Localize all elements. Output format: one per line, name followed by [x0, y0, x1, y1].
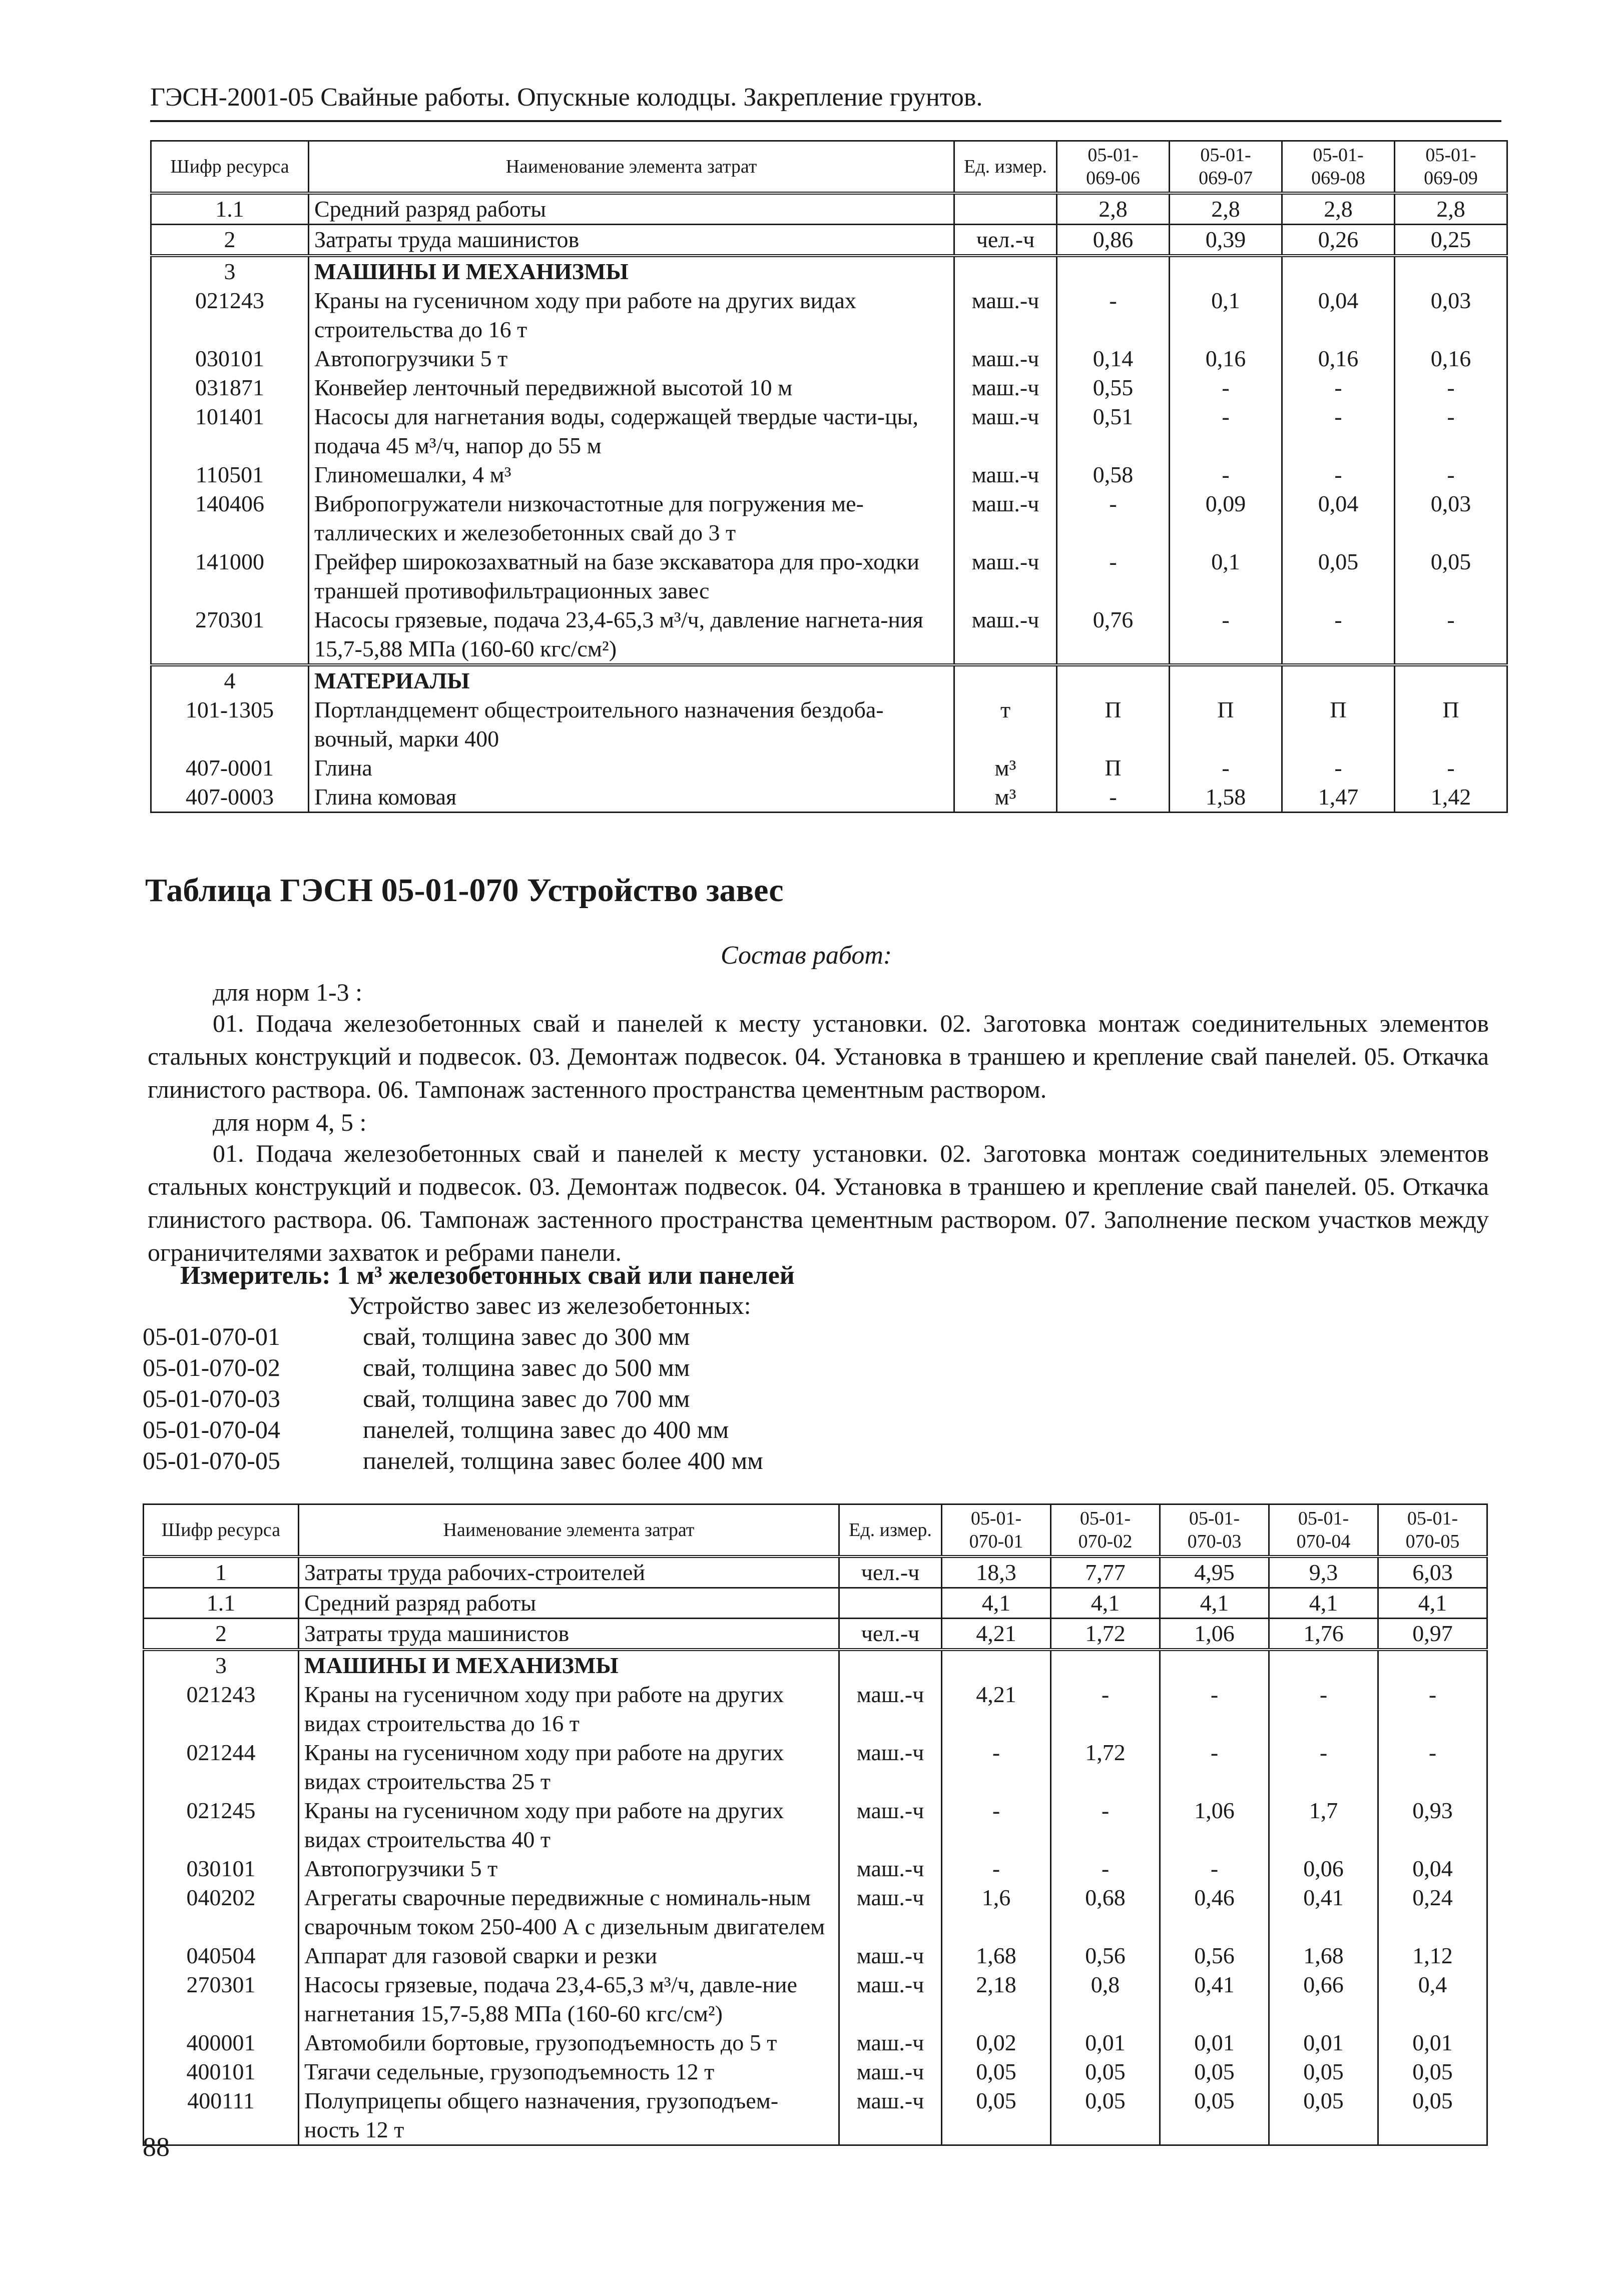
norm-value: -: [1269, 1680, 1378, 1738]
resource-unit: м³: [954, 783, 1057, 813]
resource-name: Краны на гусеничном ходу при работе на других видах строительства 25 т: [299, 1738, 839, 1796]
table-header-row: [144, 1504, 1487, 1557]
resource-unit: маш.-ч: [954, 344, 1057, 373]
resource-unit: маш.-ч: [954, 605, 1057, 665]
resource-code: 2: [144, 1619, 299, 1650]
norm-value: [1170, 256, 1282, 286]
column-header-norm: 05-01- 069-09: [1395, 141, 1507, 194]
norm-value: П: [1170, 695, 1282, 753]
resource-name: Краны на гусеничном ходу при работе на других видах строительства 40 т: [299, 1796, 839, 1854]
norm-value: -: [942, 1854, 1051, 1883]
norm-value: 0,05: [1160, 2057, 1269, 2086]
table-row: [151, 695, 1507, 753]
norm-value: 0,05: [1378, 2086, 1487, 2145]
norm-value: 0,55: [1057, 373, 1170, 402]
resource-unit: м³: [954, 753, 1057, 783]
resource-code: 030101: [151, 344, 309, 373]
norm-value: -: [1170, 402, 1282, 460]
norm-value: 1,72: [1051, 1738, 1160, 1796]
norm-value: 1,7: [1269, 1796, 1378, 1854]
norm-value: 0,05: [1160, 2086, 1269, 2145]
norm-value: 4,1: [1269, 1588, 1378, 1619]
resource-code: 040202: [144, 1883, 299, 1941]
table-row: [144, 1970, 1487, 2028]
resource-name: МАТЕРИАЛЫ: [309, 665, 954, 695]
resource-name: Средний разряд работы: [309, 193, 954, 225]
norm-value: -: [1170, 605, 1282, 665]
norm-value: 0,05: [1395, 547, 1507, 605]
column-header-norm: 05-01- 070-03: [1160, 1504, 1269, 1557]
resource-code: 1.1: [151, 193, 309, 225]
norm-value: 0,05: [1378, 2057, 1487, 2086]
resource-name: Полуприцепы общего назначения, грузоподъем-ность 12 т: [299, 2086, 839, 2145]
norm-value: 1,68: [1269, 1941, 1378, 1970]
norm-value: 2,8: [1057, 193, 1170, 225]
resource-name: Глиномешалки, 4 м³: [309, 460, 954, 489]
norm-value: 1,76: [1269, 1619, 1378, 1650]
norm-value: [942, 1650, 1051, 1680]
table-row: [151, 460, 1507, 489]
resource-code: 3: [151, 256, 309, 286]
norm-value: -: [1282, 373, 1395, 402]
resource-code: 021243: [144, 1680, 299, 1738]
norm-value: -: [1395, 402, 1507, 460]
norm-value: -: [1378, 1680, 1487, 1738]
norm-value: [1057, 665, 1170, 695]
norm-value: -: [1057, 489, 1170, 547]
resource-code: 140406: [151, 489, 309, 547]
table-row: [151, 193, 1507, 225]
norm-value: -: [1160, 1738, 1269, 1796]
resource-name: Затраты труда машинистов: [299, 1619, 839, 1650]
norms-text-1-3: 01. Подача железобетонных свай и панелей к месту установки. 02. Заготовка монтаж соединительных элементов стальных конструкций и подвесок. 03. Демонтаж подвесок. 04. Установка в траншею и крепление свай панелей. 05. Откачка глинистого раствора. 06. Тампонаж застенного пространства цементным раствором.: [148, 1009, 1489, 1103]
norm-value: -: [942, 1796, 1051, 1854]
table-row: [144, 1650, 1487, 1680]
resource-code: 021244: [144, 1738, 299, 1796]
norms-label-1-3: для норм 1-3 :: [213, 978, 363, 1006]
norm-value: -: [1282, 605, 1395, 665]
resource-unit: маш.-ч: [954, 489, 1057, 547]
norm-value: -: [1170, 460, 1282, 489]
resource-code: 101401: [151, 402, 309, 460]
norm-value: 0,14: [1057, 344, 1170, 373]
norm-value: П: [1395, 695, 1507, 753]
norm-value: 0,05: [1269, 2086, 1378, 2145]
norm-value: 0,03: [1395, 286, 1507, 344]
norm-value: 0,01: [1051, 2028, 1160, 2057]
resource-unit: [954, 665, 1057, 695]
norm-value: 4,21: [942, 1680, 1051, 1738]
variant-line: [143, 1383, 690, 1414]
norm-value: 0,16: [1170, 344, 1282, 373]
resource-code: 2: [151, 225, 309, 256]
norm-value: 0,97: [1378, 1619, 1487, 1650]
table-row: [151, 225, 1507, 256]
variant-text: свай, толщина завес до 700 мм: [363, 1384, 690, 1412]
resource-name: Насосы грязевые, подача 23,4-65,3 м³/ч, давление нагнета-ния 15,7-5,88 МПа (160-60 кгс/см²): [309, 605, 954, 665]
variant-code: 05-01-070-03: [143, 1384, 280, 1412]
norm-value: 4,95: [1160, 1557, 1269, 1588]
norm-value: 0,04: [1378, 1854, 1487, 1883]
resource-code: 021245: [144, 1796, 299, 1854]
table-row: [151, 547, 1507, 605]
norm-value: [1057, 256, 1170, 286]
norm-value: 0,01: [1269, 2028, 1378, 2057]
norm-value: 0,04: [1282, 489, 1395, 547]
table-row: [144, 1738, 1487, 1796]
norm-value: 2,8: [1395, 193, 1507, 225]
column-header-name: Наименование элемента затрат: [299, 1504, 839, 1557]
resource-name: Конвейер ленточный передвижной высотой 10 м: [309, 373, 954, 402]
variant-line: [143, 1414, 729, 1445]
resource-name: Затраты труда рабочих-строителей: [299, 1557, 839, 1588]
norm-value: -: [1170, 753, 1282, 783]
resource-code: 400101: [144, 2057, 299, 2086]
norm-value: 0,41: [1269, 1883, 1378, 1941]
resource-name: Аппарат для газовой сварки и резки: [299, 1941, 839, 1970]
variant-line: [143, 1321, 690, 1352]
norm-value: [1282, 256, 1395, 286]
resource-name: Автомобили бортовые, грузоподъемность до 5 т: [299, 2028, 839, 2057]
norm-value: -: [1378, 1738, 1487, 1796]
resource-unit: маш.-ч: [839, 1680, 942, 1738]
norm-value: 0,66: [1269, 1970, 1378, 2028]
norm-value: 0,51: [1057, 402, 1170, 460]
norm-value: 0,1: [1170, 286, 1282, 344]
norm-value: -: [1170, 373, 1282, 402]
table-row: [144, 2028, 1487, 2057]
resource-code: 407-0001: [151, 753, 309, 783]
norm-value: -: [1160, 1854, 1269, 1883]
norm-value: 0,24: [1378, 1883, 1487, 1941]
table-row: [144, 1883, 1487, 1941]
resource-code: 030101: [144, 1854, 299, 1883]
resource-name: МАШИНЫ И МЕХАНИЗМЫ: [299, 1650, 839, 1680]
resource-unit: маш.-ч: [839, 1796, 942, 1854]
resource-name: Автопогрузчики 5 т: [299, 1854, 839, 1883]
variant-text: панелей, толщина завес до 400 мм: [363, 1415, 729, 1443]
resource-code: 021243: [151, 286, 309, 344]
norm-value: [1282, 665, 1395, 695]
norm-value: [1395, 665, 1507, 695]
resource-unit: маш.-ч: [839, 1738, 942, 1796]
resource-unit: [839, 1650, 942, 1680]
resource-unit: маш.-ч: [954, 373, 1057, 402]
resource-code: 400111: [144, 2086, 299, 2145]
resource-unit: маш.-ч: [839, 1854, 942, 1883]
norm-value: 0,93: [1378, 1796, 1487, 1854]
table-row: [144, 1619, 1487, 1650]
norm-value: 0,05: [1051, 2086, 1160, 2145]
variants-intro: Устройство завес из железобетонных:: [348, 1291, 751, 1319]
norm-value: 1,72: [1051, 1619, 1160, 1650]
resource-name: Насосы для нагнетания воды, содержащей твердые части-цы, подача 45 м³/ч, напор до 55 м: [309, 402, 954, 460]
resource-name: Тягачи седельные, грузоподъемность 12 т: [299, 2057, 839, 2086]
resource-unit: чел.-ч: [839, 1557, 942, 1588]
resource-code: 1: [144, 1557, 299, 1588]
variant-line: [143, 1445, 763, 1476]
norm-value: 2,8: [1282, 193, 1395, 225]
norm-value: [1269, 1650, 1378, 1680]
norm-value: 2,8: [1170, 193, 1282, 225]
column-header-name: Наименование элемента затрат: [309, 141, 954, 194]
norm-value: 1,6: [942, 1883, 1051, 1941]
norm-value: 0,39: [1170, 225, 1282, 256]
norm-value: 0,8: [1051, 1970, 1160, 2028]
resource-code: 3: [144, 1650, 299, 1680]
norm-value: 2,18: [942, 1970, 1051, 2028]
column-header-norm: 05-01- 069-06: [1057, 141, 1170, 194]
resource-name: Насосы грязевые, подача 23,4-65,3 м³/ч, давле-ние нагнетания 15,7-5,88 МПа (160-60 кгс/см²): [299, 1970, 839, 2028]
resource-unit: маш.-ч: [839, 1970, 942, 2028]
table-row: [151, 489, 1507, 547]
table-row: [151, 402, 1507, 460]
norm-value: 0,26: [1282, 225, 1395, 256]
table-row: [144, 2057, 1487, 2086]
norm-value: 0,46: [1160, 1883, 1269, 1941]
norm-value: -: [1395, 605, 1507, 665]
norm-value: 0,03: [1395, 489, 1507, 547]
norm-value: 0,16: [1395, 344, 1507, 373]
norm-value: 0,1: [1170, 547, 1282, 605]
column-header-unit: Ед. измер.: [954, 141, 1057, 194]
norm-value: 0,56: [1051, 1941, 1160, 1970]
norm-value: 18,3: [942, 1557, 1051, 1588]
resource-unit: маш.-ч: [954, 402, 1057, 460]
norm-value: 7,77: [1051, 1557, 1160, 1588]
resource-name: МАШИНЫ И МЕХАНИЗМЫ: [309, 256, 954, 286]
resource-unit: маш.-ч: [954, 547, 1057, 605]
resource-unit: чел.-ч: [839, 1619, 942, 1650]
norm-value: 1,47: [1282, 783, 1395, 813]
resource-code: 110501: [151, 460, 309, 489]
norm-value: -: [1051, 1796, 1160, 1854]
norm-value: 1,06: [1160, 1796, 1269, 1854]
norm-value: 4,1: [942, 1588, 1051, 1619]
variant-code: 05-01-070-01: [143, 1322, 280, 1350]
table-row: [144, 2086, 1487, 2145]
column-header-code: Шифр ресурса: [151, 141, 309, 194]
norm-value: 1,06: [1160, 1619, 1269, 1650]
resource-name: Автопогрузчики 5 т: [309, 344, 954, 373]
resource-name: Портландцемент общестроительного назначения бездоба-вочный, марки 400: [309, 695, 954, 753]
norm-value: 0,09: [1170, 489, 1282, 547]
norm-value: П: [1057, 695, 1170, 753]
page-number: 88: [143, 2132, 170, 2162]
table-row: [151, 753, 1507, 783]
running-header: ГЭСН-2001-05 Свайные работы. Опускные колодцы. Закрепление грунтов.: [150, 80, 1501, 122]
norms-label-4-5: для норм 4, 5 :: [213, 1108, 367, 1136]
table-row: [144, 1941, 1487, 1970]
table-row: [151, 605, 1507, 665]
column-header-unit: Ед. измер.: [839, 1504, 942, 1557]
norm-value: 0,04: [1282, 286, 1395, 344]
norm-value: 0,76: [1057, 605, 1170, 665]
resource-unit: маш.-ч: [839, 2057, 942, 2086]
column-header-norm: 05-01- 069-07: [1170, 141, 1282, 194]
resource-unit: маш.-ч: [839, 2086, 942, 2145]
resource-name: Затраты труда машинистов: [309, 225, 954, 256]
norm-value: 0,4: [1378, 1970, 1487, 2028]
norm-value: -: [1051, 1680, 1160, 1738]
table-row: [151, 286, 1507, 344]
resource-code: 040504: [144, 1941, 299, 1970]
resource-code: 031871: [151, 373, 309, 402]
resource-unit: маш.-ч: [954, 286, 1057, 344]
norm-value: -: [1160, 1680, 1269, 1738]
norm-value: [1378, 1650, 1487, 1680]
norm-value: 0,16: [1282, 344, 1395, 373]
resource-code: 270301: [151, 605, 309, 665]
norm-value: [1051, 1650, 1160, 1680]
norm-value: 0,05: [942, 2086, 1051, 2145]
norm-value: 0,06: [1269, 1854, 1378, 1883]
norm-value: 1,42: [1395, 783, 1507, 813]
norm-value: 4,21: [942, 1619, 1051, 1650]
resource-code: 4: [151, 665, 309, 695]
table-title: Таблица ГЭСН 05-01-070 Устройство завес: [145, 872, 784, 909]
table-row: [151, 344, 1507, 373]
table-row: [144, 1680, 1487, 1738]
column-header-norm: 05-01- 069-08: [1282, 141, 1395, 194]
norms-text-4-5: 01. Подача железобетонных свай и панелей к месту установки. 02. Заготовка монтаж соединительных элементов стальных конструкций и подвесок. 03. Демонтаж подвесок. 04. Установка в траншею и крепление свай панелей. 05. Откачка глинистого раствора. 06. Тампонаж застенного пространства цементным раствором. 07. Заполнение песком участков между ограничителями захваток и ребрами панели.: [148, 1139, 1489, 1266]
resource-unit: чел.-ч: [954, 225, 1057, 256]
resource-table-070: [143, 1503, 1488, 2146]
resource-code: 101-1305: [151, 695, 309, 753]
norm-value: 0,86: [1057, 225, 1170, 256]
resource-code: 141000: [151, 547, 309, 605]
variant-code: 05-01-070-05: [143, 1446, 280, 1474]
resource-name: Средний разряд работы: [299, 1588, 839, 1619]
column-header-norm: 05-01- 070-01: [942, 1504, 1051, 1557]
resource-name: Глина: [309, 753, 954, 783]
table-row: [151, 256, 1507, 286]
norm-value: 4,1: [1160, 1588, 1269, 1619]
norm-value: 0,56: [1160, 1941, 1269, 1970]
norm-value: 0,05: [1282, 547, 1395, 605]
resource-unit: [954, 256, 1057, 286]
resource-name: Агрегаты сварочные передвижные с номиналь-ным сварочным током 250-400 А с дизельным двигателем: [299, 1883, 839, 1941]
norm-value: 0,05: [942, 2057, 1051, 2086]
resource-unit: маш.-ч: [839, 1883, 942, 1941]
norm-value: 0,68: [1051, 1883, 1160, 1941]
composition-heading: Состав работ:: [721, 941, 892, 970]
variant-text: панелей, толщина завес более 400 мм: [363, 1446, 763, 1474]
resource-code: 400001: [144, 2028, 299, 2057]
table-row: [151, 783, 1507, 813]
norm-value: 9,3: [1269, 1557, 1378, 1588]
resource-unit: [839, 1588, 942, 1619]
variant-code: 05-01-070-02: [143, 1353, 280, 1381]
norm-value: [1395, 256, 1507, 286]
resource-name: Вибропогружатели низкочастотные для погружения ме-таллических и железобетонных свай до 3 т: [309, 489, 954, 547]
resource-name: Грейфер широкозахватный на базе экскаватора для про-ходки траншей противофильтрационных завес: [309, 547, 954, 605]
resource-unit: маш.-ч: [839, 2028, 942, 2057]
norm-value: -: [1395, 460, 1507, 489]
norm-value: -: [1051, 1854, 1160, 1883]
variant-text: свай, толщина завес до 500 мм: [363, 1353, 690, 1381]
column-header-norm: 05-01- 070-02: [1051, 1504, 1160, 1557]
resource-code: 1.1: [144, 1588, 299, 1619]
norm-value: -: [1057, 286, 1170, 344]
resource-unit: маш.-ч: [839, 1941, 942, 1970]
column-header-code: Шифр ресурса: [144, 1504, 299, 1557]
variant-line: [143, 1352, 690, 1383]
resource-name: Краны на гусеничном ходу при работе на других видах строительства до 16 т: [309, 286, 954, 344]
norm-value: -: [942, 1738, 1051, 1796]
table-header-row: [151, 141, 1507, 194]
resource-code: 270301: [144, 1970, 299, 2028]
norm-value: 0,05: [1269, 2057, 1378, 2086]
table-row: [144, 1588, 1487, 1619]
resource-name: Глина комовая: [309, 783, 954, 813]
norm-value: 4,1: [1051, 1588, 1160, 1619]
variant-text: свай, толщина завес до 300 мм: [363, 1322, 690, 1350]
norm-value: -: [1057, 547, 1170, 605]
norm-value: -: [1282, 753, 1395, 783]
norm-value: 0,02: [942, 2028, 1051, 2057]
norm-value: 1,12: [1378, 1941, 1487, 1970]
column-header-norm: 05-01- 070-04: [1269, 1504, 1378, 1557]
resource-table-069: [150, 140, 1508, 813]
column-header-norm: 05-01- 070-05: [1378, 1504, 1487, 1557]
norm-value: -: [1057, 783, 1170, 813]
variant-code: 05-01-070-04: [143, 1415, 280, 1443]
norm-value: 0,25: [1395, 225, 1507, 256]
norm-value: 4,1: [1378, 1588, 1487, 1619]
resource-unit: т: [954, 695, 1057, 753]
norm-value: -: [1395, 753, 1507, 783]
norm-value: 0,05: [1051, 2057, 1160, 2086]
norm-value: 0,41: [1160, 1970, 1269, 2028]
norm-value: -: [1395, 373, 1507, 402]
norm-value: 0,01: [1160, 2028, 1269, 2057]
table-row: [144, 1557, 1487, 1588]
norm-value: 6,03: [1378, 1557, 1487, 1588]
resource-code: 407-0003: [151, 783, 309, 813]
norm-value: [1170, 665, 1282, 695]
norm-value: [1160, 1650, 1269, 1680]
resource-name: Краны на гусеничном ходу при работе на других видах строительства до 16 т: [299, 1680, 839, 1738]
norm-value: П: [1057, 753, 1170, 783]
measurer: Измеритель: 1 м³ железобетонных свай или панелей: [180, 1261, 795, 1290]
norm-value: 1,68: [942, 1941, 1051, 1970]
resource-unit: маш.-ч: [954, 460, 1057, 489]
table-row: [144, 1854, 1487, 1883]
norm-value: 0,01: [1378, 2028, 1487, 2057]
norm-value: -: [1282, 402, 1395, 460]
norm-value: 0,58: [1057, 460, 1170, 489]
norm-value: -: [1269, 1738, 1378, 1796]
norm-value: 1,58: [1170, 783, 1282, 813]
norm-value: П: [1282, 695, 1395, 753]
table-row: [144, 1796, 1487, 1854]
table-row: [151, 665, 1507, 695]
resource-unit: [954, 193, 1057, 225]
norm-value: -: [1282, 460, 1395, 489]
table-row: [151, 373, 1507, 402]
